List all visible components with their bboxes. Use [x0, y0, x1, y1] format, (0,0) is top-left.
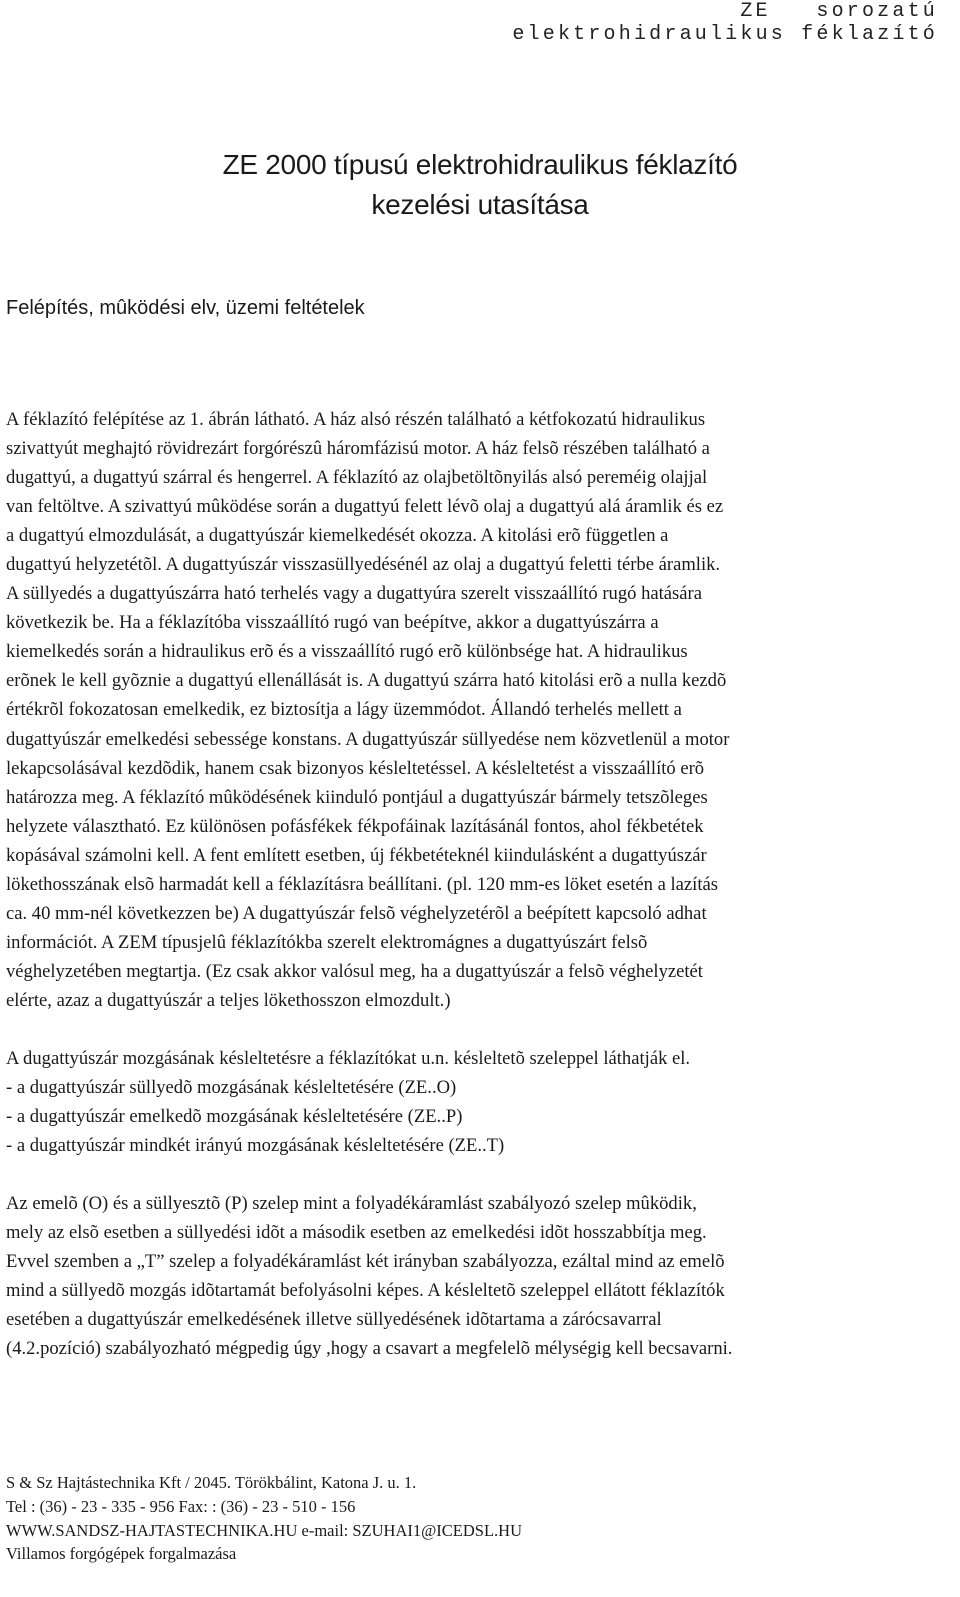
paragraph-valve-operation [6, 1189, 954, 1363]
text-line: van feltöltve. A szivattyú mûködése során a dugattyú felett lévõ olaj a dugattyú alá áramlik és ez [6, 496, 724, 518]
text-line: véghelyzetében megtartja. (Ez csak akkor valósul meg, ha a dugattyúszár a felsõ véghelyzetét [6, 960, 703, 982]
footer-tagline: Villamos forgógépek forgalmazása [6, 1544, 237, 1564]
title-line-2: kezelési utasítása [371, 189, 589, 220]
text-line: A dugattyúszár mozgásának késleltetésre a féklazítókat u.n. késleltetõ szeleppel láthatják el. [6, 1048, 691, 1069]
text-line: információt. A ZEM típusjelû féklazítókba szerelt elektromágnes a dugattyúszárt felsõ [6, 931, 648, 953]
text-line: esetében a dugattyúszár emelkedésének illetve süllyedésének idõtartama a zárócsavarral [6, 1309, 662, 1331]
text-line: - a dugattyúszár süllyedõ mozgásának késleltetésére (ZE..O) [6, 1077, 457, 1099]
text-line: - a dugattyúszár mindkét irányú mozgásának késleltetésére (ZE..T) [6, 1135, 505, 1157]
text-line: mely az elsõ esetben a süllyedési idõt a második esetben az emelkedési idõt hosszabbítja meg. [6, 1222, 707, 1244]
title-line-1: ZE 2000 típusú elektrohidraulikus féklazító [222, 149, 738, 180]
text-line: erõnek le kell gyõznie a dugattyú ellenállását is. A dugattyú szárra ható kitolási erõ a nulla kezdõ [6, 670, 727, 692]
text-line: Evvel szemben a „T” szelep a folyadékáramlást két irányban szabályozza, ezáltal mind az emelõ [6, 1251, 725, 1273]
text-line: - a dugattyúszár emelkedõ mozgásának késleltetésére (ZE..P) [6, 1106, 463, 1128]
text-line: értékrõl fokozatosan emelkedik, ez biztosítja a lágy üzemmódot. Állandó terhelés mellett a [6, 699, 682, 721]
footer-web-email: WWW.SANDSZ-HAJTASTECHNIKA.HU e-mail: SZUHAI1@ICEDSL.HU [6, 1520, 523, 1540]
text-line: (4.2.pozíció) szabályozható mégpedig úgy ,hogy a csavart a megfelelõ mélységig kell becsavarni. [6, 1338, 733, 1360]
paragraph-delay-valves [6, 1044, 954, 1160]
text-line: lekapcsolásával kezdõdik, hanem csak bizonyos késleltetéssel. A késleltetést a visszaállító erõ [6, 757, 705, 779]
text-line: dugattyú helyzetétõl. A dugattyúszár visszasüllyedésénél az olaj a dugattyú feletti térbe áramlik. [6, 554, 721, 576]
text-line: mind a süllyedõ mozgás idõtartamát befolyásolni képes. A késleltetõ szeleppel ellátott féklazítók [6, 1280, 725, 1302]
text-line: következik be. Ha a féklazítóba visszaállító rugó van beépítve, akkor a dugattyúszárra a [6, 612, 659, 634]
text-line: a dugattyú elmozdulását, a dugattyúszár kiemelkedését okozza. A kitolási erõ független a [6, 525, 669, 547]
text-line: dugattyúszár emelkedési sebessége konstans. A dugattyúszár süllyedése nem közvetlenül a motor [6, 728, 730, 750]
text-line: kiemelkedés során a hidraulikus erõ és a visszaállító rugó erõ különbsége hat. A hidraulikus [6, 641, 688, 663]
text-line: dugattyú, a dugattyú szárral és hengerrel. A féklazító az olajbetöltõnyilás alsó pereméig olajjal [6, 467, 708, 489]
product-type-line: elektrohidraulikus féklazító [512, 23, 938, 46]
footer-contact [6, 1471, 522, 1566]
text-line: helyzete választható. Ez különösen pofásfékek fékpofáinak lazításánál fontos, ahol fékbetétek [6, 815, 704, 837]
text-line: határozza meg. A féklazító mûködésének kiinduló pontjául a dugattyúszár bármely tetszõleges [6, 786, 708, 808]
text-line: szivattyút meghajtó rövidrezárt forgórészû háromfázisú motor. A ház felsõ részében található a [6, 438, 710, 460]
text-line: Az emelõ (O) és a süllyesztõ (P) szelep mint a folyadékáramlást szabályozó szelep mûködik, [6, 1193, 697, 1214]
text-line: ca. 40 mm-nél következzen be) A dugattyúszár felsõ véghelyzetérõl a beépített kapcsoló adhat [6, 902, 707, 924]
section-heading: Felépítés, mûködési elv, üzemi feltételek [6, 297, 365, 319]
text-line: kopásával számolni kell. A fent említett esetben, új fékbetéteknél kiindulásként a dugattyúszár [6, 844, 707, 866]
text-line: lökethosszának elsõ harmadát kell a féklazításra beállítani. (pl. 120 mm-es löket esetén a lazítás [6, 873, 718, 895]
text-line: elérte, azaz a dugattyúszár a teljes lökethosszon elmozdult.) [6, 989, 451, 1011]
series-line: ZE sorozatú [740, 0, 938, 23]
footer-phone-fax: Tel : (36) - 23 - 335 - 956 Fax: : (36) - 23 - 510 - 156 [6, 1496, 356, 1516]
footer-company-address: S & Sz Hajtástechnika Kft / 2045. Törökbálint, Katona J. u. 1. [6, 1473, 417, 1492]
series-header [512, 0, 938, 46]
text-line: A süllyedés a dugattyúszárra ható terhelés vagy a dugattyúra szerelt visszaállító rugó hatására [6, 583, 702, 605]
document-title [0, 145, 960, 225]
paragraph-construction [6, 405, 954, 1015]
text-line: A féklazító felépítése az 1. ábrán látható. A ház alsó részén található a kétfokozatú hidraulikus [6, 409, 706, 430]
